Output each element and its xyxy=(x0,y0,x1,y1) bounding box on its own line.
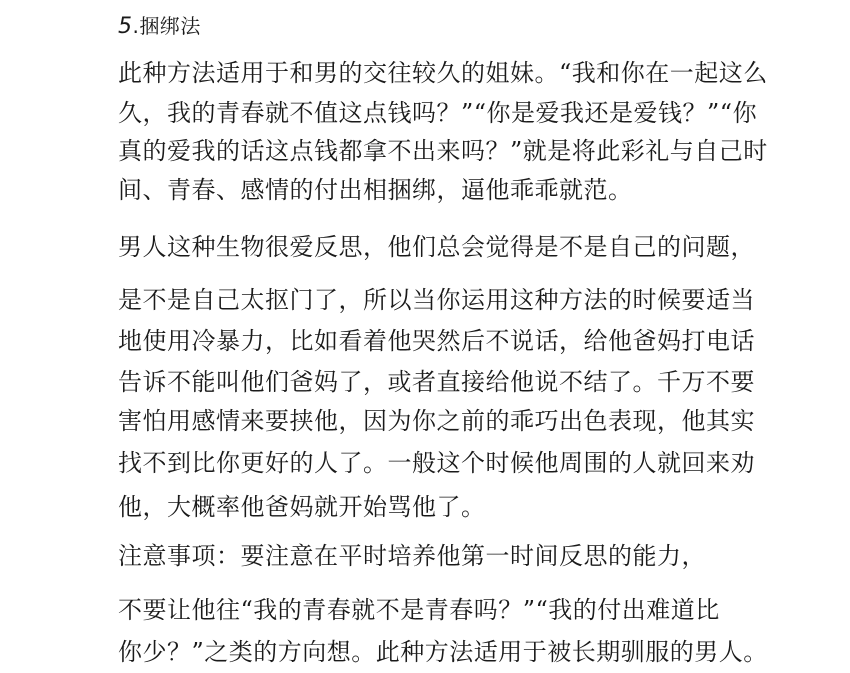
text-line: 害怕用感情来要挟他，因为你之前的乖巧出色表现，他其实 xyxy=(118,407,755,435)
text-line: 是不是自己太抠门了，所以当你运用这种方法的时候要适当 xyxy=(118,286,755,314)
text-line: 久，我的青春就不值这点钱吗？”“你是爱我还是爱钱？”“你 xyxy=(118,99,758,127)
text-line: 真的爱我的话这点钱都拿不出来吗？”就是将此彩礼与自己时 xyxy=(118,137,768,165)
text-line: 间、青春、感情的付出相捆绑，逼他乖乖就范。 xyxy=(118,176,633,204)
text-line: 告诉不能叫他们爸妈了，或者直接给他说不结了。千万不要 xyxy=(118,368,755,396)
text-line: 不要让他往“我的青春就不是青春吗？”“我的付出难道比 xyxy=(118,596,720,624)
text-line: 地使用冷暴力，比如看着他哭然后不说话，给他爸妈打电话 xyxy=(118,327,755,355)
section-number: 5 xyxy=(118,14,133,39)
text-line: 你少？”之类的方向想。此种方法适用于被长期驯服的男人。 xyxy=(118,638,768,666)
text-line: 他，大概率他爸妈就开始骂他了。 xyxy=(118,493,486,521)
text-line: 找不到比你更好的人了。一般这个时候他周围的人就回来劝 xyxy=(118,449,755,477)
text-line: 男人这种生物很爱反思，他们总会觉得是不是自己的问题， xyxy=(118,233,755,261)
text-line: 此种方法适用于和男的交往较久的姐妹。“我和你在一起这么 xyxy=(118,59,768,87)
text-line: 注意事项：要注意在平时培养他第一时间反思的能力， xyxy=(118,542,706,570)
section-heading xyxy=(118,10,201,42)
section-title: .捆绑法 xyxy=(132,14,201,38)
